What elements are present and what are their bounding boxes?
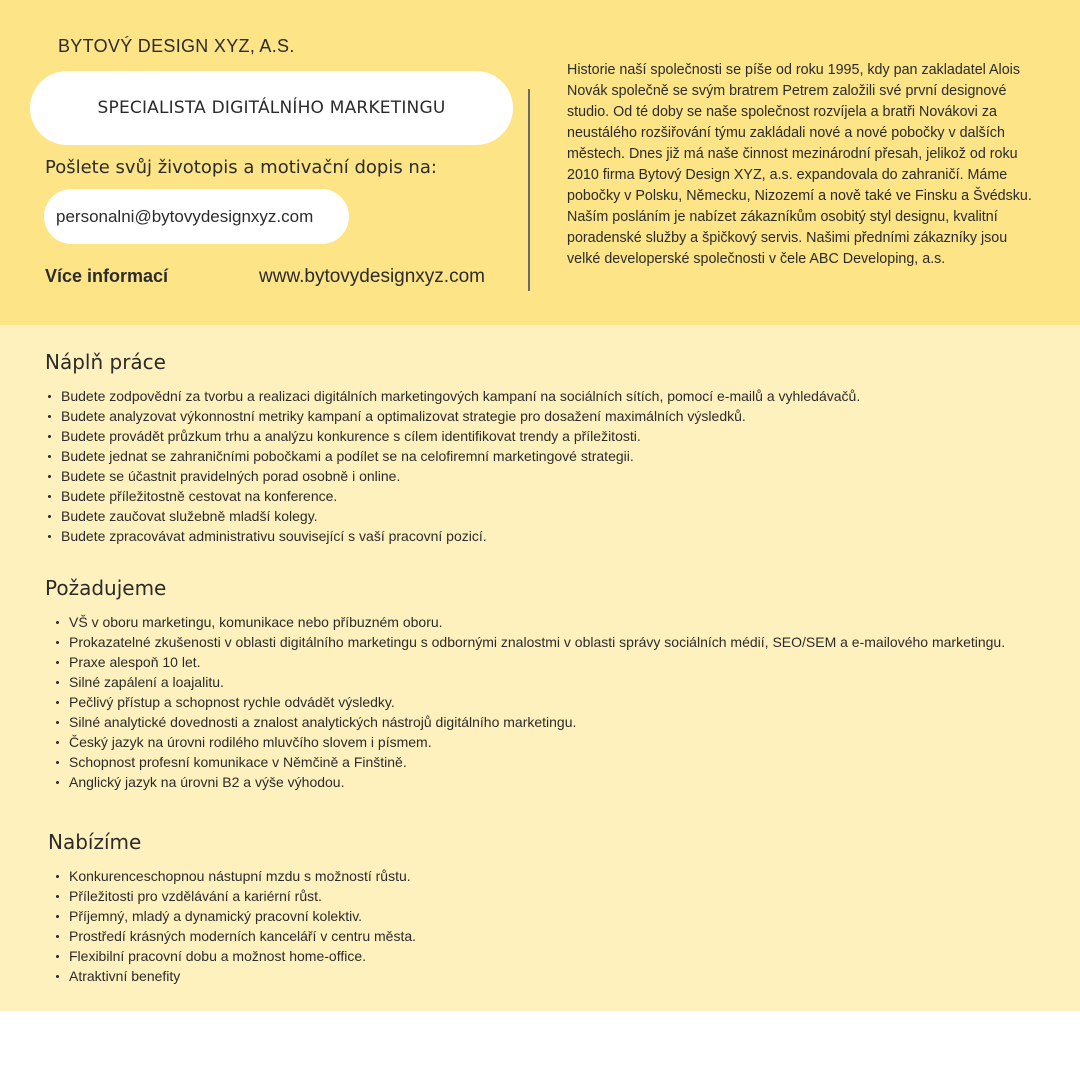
benefits-list xyxy=(53,866,1013,986)
list-item: Atraktivní benefity xyxy=(53,966,1013,986)
list-item: Prostředí krásných moderních kanceláří v centru města. xyxy=(53,926,1013,946)
mission-paragraph: Naším posláním je nabízet zákazníkům osobitý styl designu, kvalitní poradenské služby a špičkový servis. Našimi předními zákazníky jsou velké developerské společnosti v čele ABC Developing, a.s. xyxy=(567,209,1008,267)
header-divider xyxy=(528,89,530,291)
section-title-requirements: Požadujeme xyxy=(45,576,167,600)
list-item: Budete zaučovat služebně mladší kolegy. xyxy=(45,506,1045,526)
section-title-job-duties: Náplň práce xyxy=(45,350,166,374)
list-item: Budete jednat se zahraničními pobočkami a podílet se na celofiremní marketingové strategii. xyxy=(45,446,1045,466)
list-item: Budete se účastnit pravidelných porad osobně i online. xyxy=(45,466,1045,486)
requirements-list xyxy=(53,612,1013,792)
history-paragraph: Historie naší společnosti se píše od roku 1995, kdy pan zakladatel Alois Novák společně se svým bratrem Petrem založili své první designové studio. Od té doby se naše společnost rozvíjela a bratři Novákovi za neustálého rozšiřování týmu zakládali nové a nové pobočky v dalších městech. Dnes již má naše činnost mezinárodní přesah, jelikož od roku 2010 firma Bytový Design XYZ, a.s. expandovala do zahraničí. Máme pobočky v Polsku, Německu, Nizozemí a nově také ve Finsku a Švédsku. xyxy=(567,62,1032,204)
list-item: Konkurenceschopnou nástupní mzdu s možností růstu. xyxy=(53,866,1013,886)
email-address[interactable]: personalni@bytovydesignxyz.com xyxy=(56,206,314,226)
list-item: Prokazatelné zkušenosti v oblasti digitálního marketingu s odbornými znalostmi v oblasti správy sociálních médií, SEO/SEM a e-mailového marketingu. xyxy=(53,632,1013,652)
list-item: Budete zpracovávat administrativu související s vaší pracovní pozicí. xyxy=(45,526,1045,546)
list-item: Budete provádět průzkum trhu a analýzu konkurence s cílem identifikovat trendy a příležitosti. xyxy=(45,426,1045,446)
list-item: Silné analytické dovednosti a znalost analytických nástrojů digitálního marketingu. xyxy=(53,712,1013,732)
list-item: Budete zodpovědní za tvorbu a realizaci digitálních marketingových kampaní na sociálních sítích, pomocí e-mailů a vyhledávačů. xyxy=(45,386,1045,406)
website-link[interactable]: www.bytovydesignxyz.com xyxy=(259,266,485,287)
more-info-label: Více informací xyxy=(45,266,169,286)
list-item: Silné zapálení a loajalitu. xyxy=(53,672,1013,692)
position-title-badge xyxy=(30,71,513,145)
list-item: Budete analyzovat výkonnostní metriky kampaní a optimalizovat strategie pro dosažení maximálních výsledků. xyxy=(45,406,1045,426)
list-item: Flexibilní pracovní dobu a možnost home-office. xyxy=(53,946,1013,966)
list-item: Pečlivý přístup a schopnost rychle odvádět výsledky. xyxy=(53,692,1013,712)
company-history xyxy=(567,60,1037,270)
list-item: Příjemný, mladý a dynamický pracovní kolektiv. xyxy=(53,906,1013,926)
email-badge[interactable] xyxy=(44,189,349,244)
list-item: Český jazyk na úrovni rodilého mluvčího slovem i písmem. xyxy=(53,732,1013,752)
section-title-benefits: Nabízíme xyxy=(48,830,142,854)
list-item: VŠ v oboru marketingu, komunikace nebo příbuzném oboru. xyxy=(53,612,1013,632)
position-title: SPECIALISTA DIGITÁLNÍHO MARKETINGU xyxy=(97,98,446,118)
company-name: BYTOVÝ DESIGN XYZ, A.S. xyxy=(58,36,295,56)
list-item: Praxe alespoň 10 let. xyxy=(53,652,1013,672)
send-cv-label: Pošlete svůj životopis a motivační dopis na: xyxy=(45,157,437,178)
job-duties-list xyxy=(45,386,1045,546)
list-item: Schopnost profesní komunikace v Němčině a Finštině. xyxy=(53,752,1013,772)
list-item: Příležitosti pro vzdělávání a kariérní růst. xyxy=(53,886,1013,906)
list-item: Anglický jazyk na úrovni B2 a výše výhodou. xyxy=(53,772,1013,792)
list-item: Budete příležitostně cestovat na konference. xyxy=(45,486,1045,506)
